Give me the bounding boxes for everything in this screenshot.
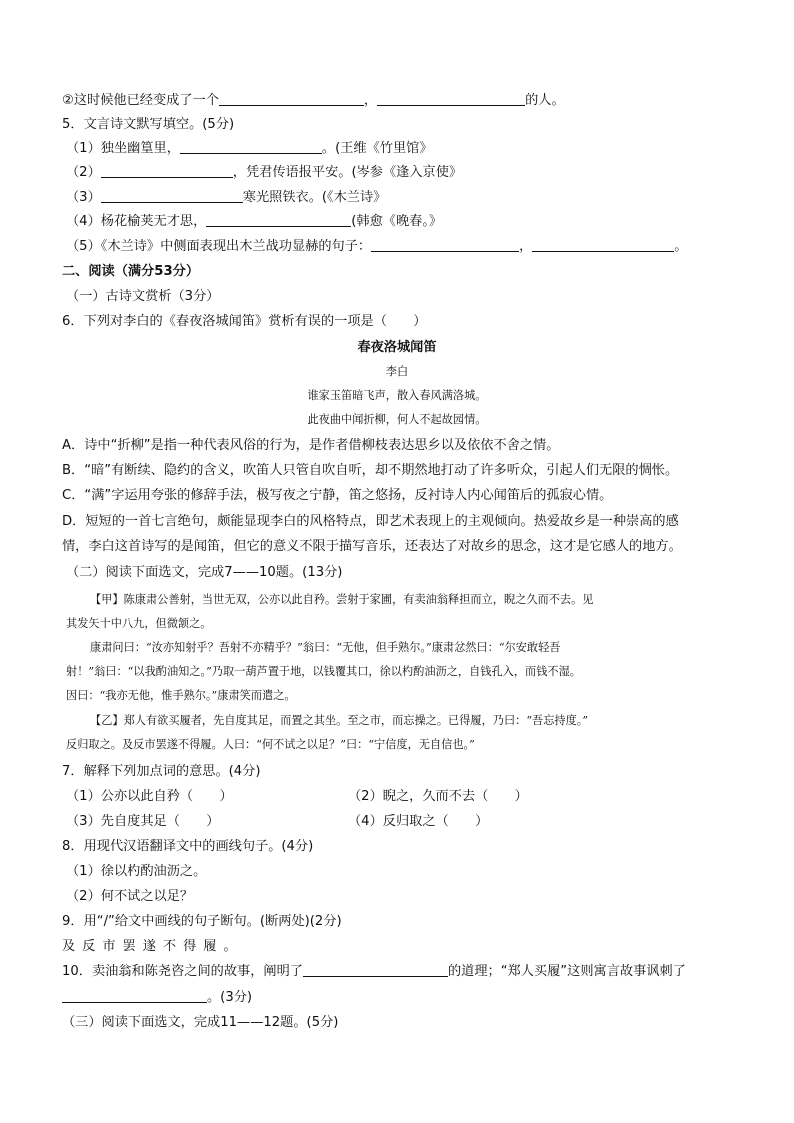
answer-blank[interactable]	[377, 91, 525, 106]
poem-line: 此夜曲中闻折柳，何人不起故园情。	[307, 413, 487, 426]
answer-blank[interactable]	[206, 212, 351, 227]
poem-line: 谁家玉笛暗飞声，散入春风满洛城。	[307, 389, 487, 402]
text: 寒光照铁衣。(《木兰诗》	[242, 190, 387, 205]
q6-option-b: B．“暗”有断续、隐约的含义，吹笛人只管自吹自听，却不期然地打动了许多听众，引起人们无限的惆怅。	[62, 463, 679, 478]
subsection-heading: （二）阅读下面选文，完成7——10题。(13分)	[66, 565, 343, 580]
q10-cont	[62, 988, 252, 1008]
passage-line: 【甲】陈康肃公善射，当世无双，公亦以此自矜。尝射于家圃，有卖油翁释担而立，睨之久而不去。见	[90, 593, 594, 606]
text: （5）《木兰诗》中侧面表现出木兰战功显赫的句子：	[66, 239, 372, 254]
q5-title: 5．文言诗文默写填空。(5分)	[62, 117, 235, 132]
q8-stem: 8．用现代汉语翻译文中的画线句子。(4分)	[62, 839, 314, 854]
q7-stem: 7．解释下列加点词的意思。(4分)	[62, 764, 261, 779]
section-heading: 二、阅读（满分53分）	[62, 264, 200, 279]
subsection-heading: （一）古诗文赏析（3分）	[66, 289, 220, 304]
answer-blank[interactable]	[180, 139, 322, 154]
q7-item-3: （3）先自度其足（ ）	[66, 814, 220, 829]
q10-stem	[62, 962, 686, 982]
text: 的人。	[525, 93, 565, 108]
text: 。	[674, 239, 688, 254]
q9-stem: 9．用“/”给文中画线的句子断句。(断两处)(2分)	[62, 914, 342, 929]
passage-line: 射！”翁曰：“以我酌油知之。”乃取一葫芦置于地，以钱覆其口，徐以杓酌油沥之，自钱孔入，而钱不湿。	[66, 665, 581, 678]
q5-item-2	[66, 163, 462, 183]
answer-blank[interactable]	[303, 962, 448, 977]
text: 。(王维《竹里馆》	[321, 141, 433, 156]
q6-option-d: D．短短的一首七言绝句，颇能显现李白的风格特点，即艺术表现上的主观倾向。热爱故乡是一种崇高的感	[62, 514, 679, 529]
text: ，凭君传语报平安。(岑参《逢入京使》	[232, 165, 463, 180]
passage-line: 【乙】郑人有欲买履者，先自度其足，而置之其坐。至之市，而忘操之。已得履，乃曰：“吾忘持度。”	[90, 714, 589, 727]
text: （3）	[66, 190, 101, 205]
text: ②这时候他已经变成了一个	[62, 93, 219, 108]
text: (韩愈《晚春。》	[351, 214, 443, 229]
text: （1）独坐幽篁里，	[66, 141, 180, 156]
poem-author: 李白	[385, 365, 409, 378]
q7-item-2: （2）睨之，久而不去（ ）	[348, 789, 528, 804]
text: ，	[363, 93, 378, 108]
answer-blank[interactable]	[532, 237, 674, 252]
q8-item-1: （1）徐以杓酌油沥之。	[66, 864, 207, 879]
q6-option-d-cont: 情，李白这首诗写的是闻笛，但它的意义不限于描写音乐，还表达了对故乡的思念，这才是它感人的地方。	[62, 539, 682, 554]
text: 。(3分)	[207, 990, 253, 1005]
q7-item-4: （4）反归取之（ ）	[348, 814, 489, 829]
q4-item-2	[62, 91, 565, 111]
answer-blank[interactable]	[101, 163, 233, 178]
passage-line: 康肃问曰：“汝亦知射乎？吾射不亦精乎？”翁曰：“无他，但手熟尔。”康肃忿然曰：“尔安敢轻吾	[90, 641, 561, 654]
q6-option-c: C．“满”字运用夸张的修辞手法，极写夜之宁静，笛之悠扬，反衬诗人内心闻笛后的孤寂心情。	[62, 488, 613, 503]
q5-item-4	[66, 212, 442, 232]
subsection-heading: （三）阅读下面选文，完成11——12题。(5分)	[62, 1015, 339, 1030]
poem-title: 春夜洛城闻笛	[357, 340, 437, 355]
answer-blank[interactable]	[371, 237, 519, 252]
q8-item-2: （2）何不试之以足？	[66, 889, 194, 904]
text: ，	[519, 239, 533, 254]
passage-line: 因曰：“我亦无他，惟手熟尔。”康肃笑而遣之。	[66, 689, 296, 702]
text: （4）杨花榆荚无才思，	[66, 214, 207, 229]
answer-blank[interactable]	[101, 188, 243, 203]
q6-stem: 6．下列对李白的《春夜洛城闻笛》赏析有误的一项是（ ）	[62, 314, 427, 329]
q9-sentence: 及反市罢遂不得履。	[62, 939, 244, 954]
answer-blank[interactable]	[219, 91, 364, 106]
q5-item-1	[66, 139, 433, 159]
q5-item-5	[66, 237, 687, 257]
answer-blank[interactable]	[62, 988, 207, 1003]
passage-line: 其发矢十中八九，但微颔之。	[66, 617, 212, 630]
text: 的道理；“郑人买履”这则寓言故事讽刺了	[447, 964, 686, 979]
text: （2）	[66, 165, 101, 180]
q6-option-a: A．诗中“折柳”是指一种代表风俗的行为，是作者借柳枝表达思乡以及依依不舍之情。	[62, 438, 560, 453]
passage-line: 反归取之。及反市罢遂不得履。人曰：“何不试之以足？”曰：“宁信度，无自信也。”	[66, 738, 475, 751]
text: 10．卖油翁和陈尧咨之间的故事，阐明了	[62, 964, 303, 979]
q7-item-1: （1）公亦以此自矜（ ）	[66, 789, 233, 804]
q5-item-3	[66, 188, 386, 208]
